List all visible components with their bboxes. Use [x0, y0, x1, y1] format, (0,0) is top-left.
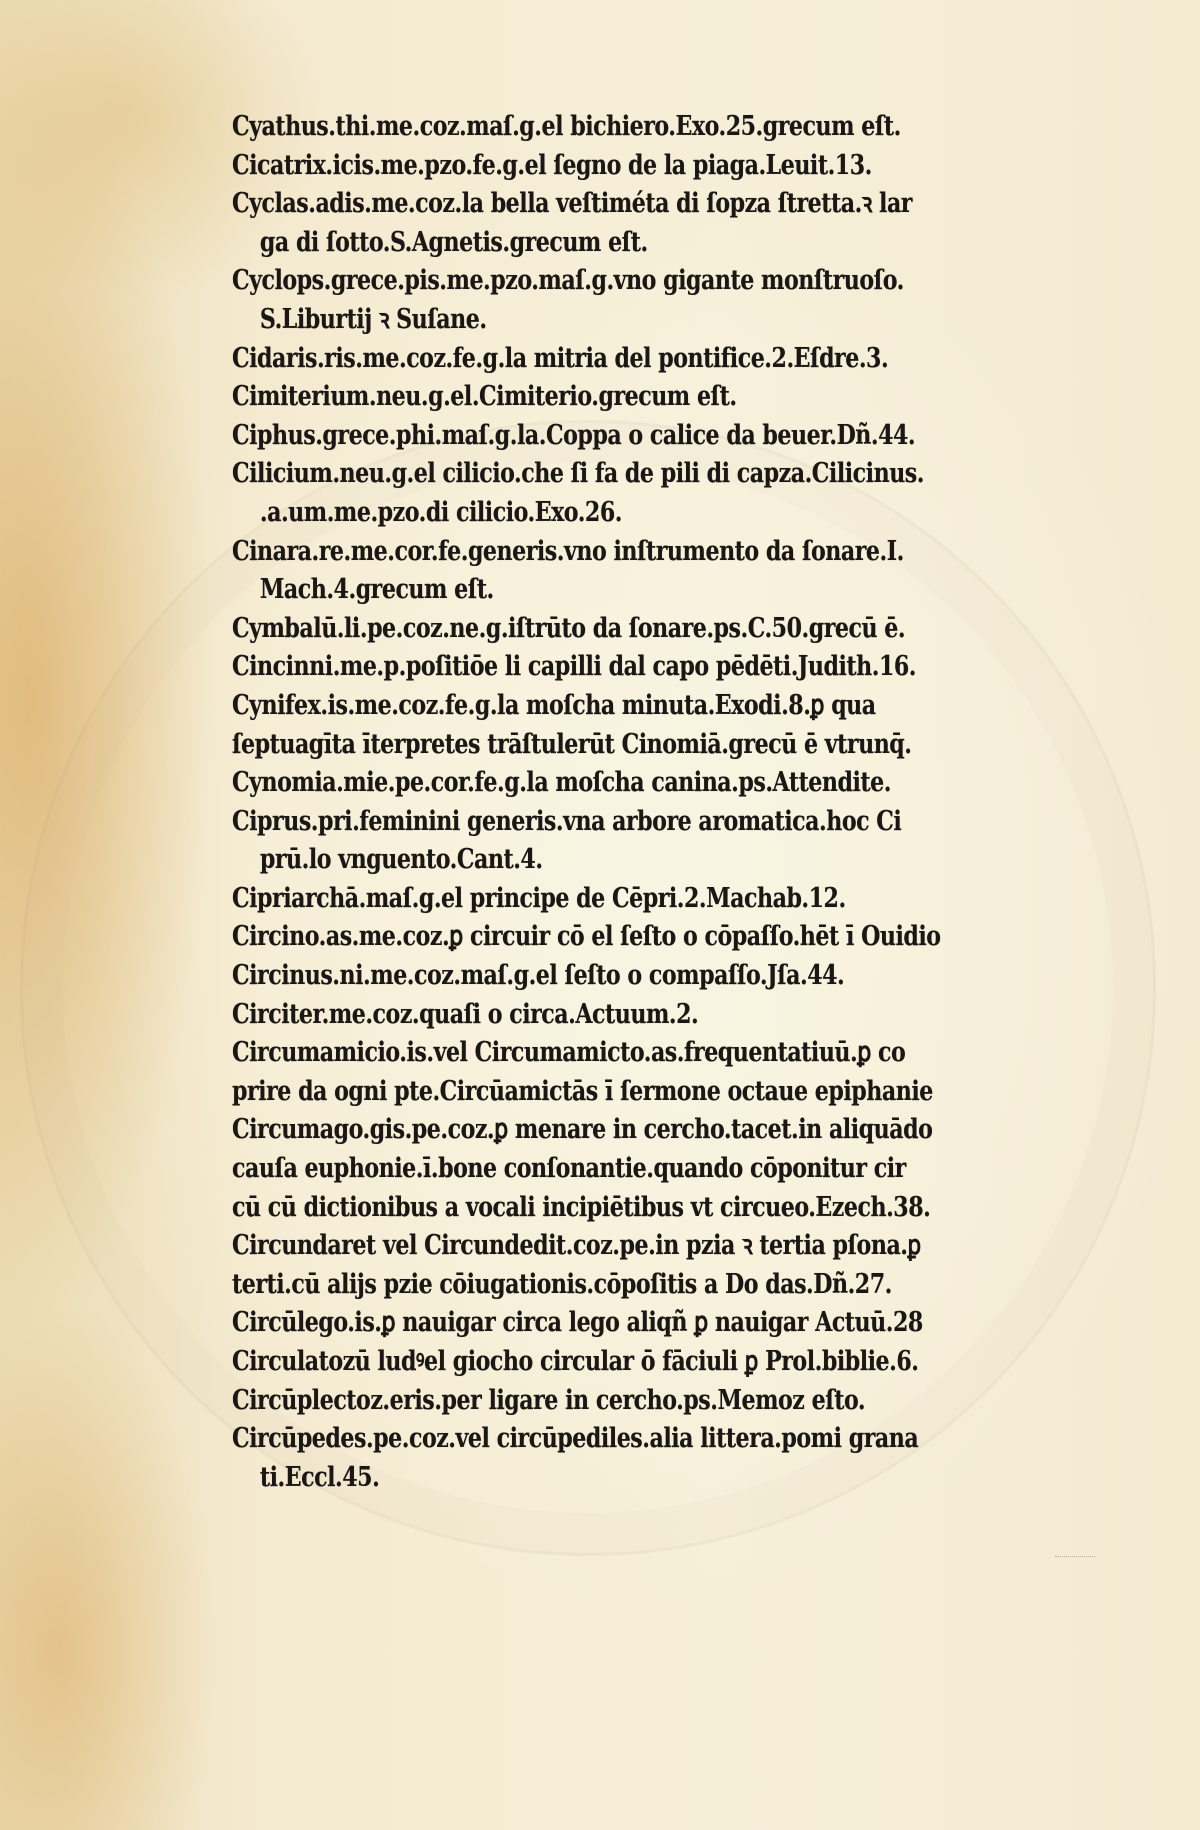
text-line: prū.lo vnguento.Cant.4.: [259, 844, 543, 876]
text-line: Ciprus.pri.feminini generis.vna arbore aromatica.hoc Ci: [232, 805, 902, 837]
text-line: Cidaris.ris.me.coz.fe.g.la mitria del pontifice.2.Eſdre.3.: [232, 342, 889, 374]
text-line: cauſa euphonie.ī.bone conſonantie.quando cōponitur cir: [232, 1153, 906, 1185]
text-line: S.Liburtij ꝛ Suſane.: [259, 303, 487, 335]
text-line: Circinus.ni.me.coz.maſ.g.el ſeſto o compaſſo.Jſa.44.: [232, 960, 845, 992]
text-line: Circundaret vel Circundedit.coz.pe.in pzia ꝛ tertia pſona.ꝑ: [232, 1230, 921, 1262]
text-line: Cyclas.adis.me.coz.la bella veſtiméta di ſopza ſtretta.ꝛ lar: [232, 188, 912, 220]
text-line: Mach.4.grecum eſt.: [259, 574, 494, 606]
text-line: Circūplectoz.eris.per ligare in cercho.ps.Memoz eſto.: [232, 1384, 866, 1416]
margin-mark: [1055, 1550, 1095, 1557]
text-line: ti.Eccl.45.: [259, 1461, 380, 1493]
text-line: Circumago.gis.pe.coz.ꝑ menare in cercho.tacet.in aliquādo: [232, 1114, 933, 1146]
text-line: Cimiterium.neu.g.el.Cimiterio.grecum eſt.: [232, 381, 737, 413]
text-line: Circūpedes.pe.coz.vel circūpediles.alia littera.pomi grana: [232, 1423, 919, 1455]
text-line: cū cū dictionibus a vocali incipiētibus vt circueo.Ezech.38.: [232, 1191, 931, 1223]
text-line: .a.um.me.pzo.di cilicio.Exo.26.: [259, 496, 622, 528]
text-line: Circino.as.me.coz.ꝑ circuir cō el ſeſto o cōpaſſo.hēt ī Ouidio: [232, 921, 941, 953]
text-line: Cinara.re.me.cor.fe.generis.vno inſtrumento da ſonare.I.: [232, 535, 904, 567]
text-line: Cyathus.thi.me.coz.maſ.g.el bichiero.Exo.25.grecum eſt.: [232, 111, 901, 142]
dictionary-entries: [232, 108, 1162, 1497]
text-line: Cymbalū.li.pe.coz.ne.g.iſtrūto da ſonare.ps.C.50.grecū ē.: [232, 612, 906, 644]
text-line: Circulatozū ludꝰel giocho circular ō fāciuli ꝑ Prol.biblie.6.: [232, 1346, 919, 1377]
text-line: Cilicium.neu.g.el cilicio.che ſi fa de pili di capza.Cilicinus.: [232, 458, 924, 490]
text-line: Circumamicio.is.vel Circumamicto.as.frequentatiuū.ꝑ co: [232, 1037, 906, 1069]
text-line: Cincinni.me.p.poſitiōe li capilli dal capo pēdēti.Judith.16.: [232, 651, 917, 683]
text-line: ga di ſotto.S.Agnetis.grecum eſt.: [259, 226, 648, 258]
text-line: Cynomia.mie.pe.cor.fe.g.la moſcha canina.ps.Attendite.: [232, 767, 891, 799]
text-line: terti.cū alijs pzie cōiugationis.cōpoſitis a Do das.Dñ.27.: [232, 1268, 892, 1300]
text-line: Cyclops.grece.pis.me.pzo.maſ.g.vno gigante monſtruoſo.: [232, 265, 904, 297]
text-line: Circūlego.is.ꝑ nauigar circa lego aliqñ ꝑ nauigar Actuū.28: [232, 1307, 923, 1339]
text-line: Cipriarchā.maſ.g.el principe de Cēpri.2.Machab.12.: [232, 882, 846, 914]
text-line: ſeptuagīta īterpretes trāſtulerūt Cinomiā.grecū ē vtrunq̄.: [232, 728, 912, 760]
text-line: Ciphus.grece.phi.maſ.g.la.Coppa o calice da beuer.Dñ.44.: [232, 419, 916, 451]
text-line: Cicatrix.icis.me.pzo.fe.g.el ſegno de la piaga.Leuit.13.: [232, 149, 872, 181]
text-line: Cynifex.is.me.coz.fe.g.la moſcha minuta.Exodi.8.ꝑ qua: [232, 689, 876, 721]
text-line: prire da ogni pte.Circūamictās ī ſermone octaue epiphanie: [232, 1075, 933, 1107]
text-line: Circiter.me.coz.quaſi o circa.Actuum.2.: [232, 998, 699, 1030]
